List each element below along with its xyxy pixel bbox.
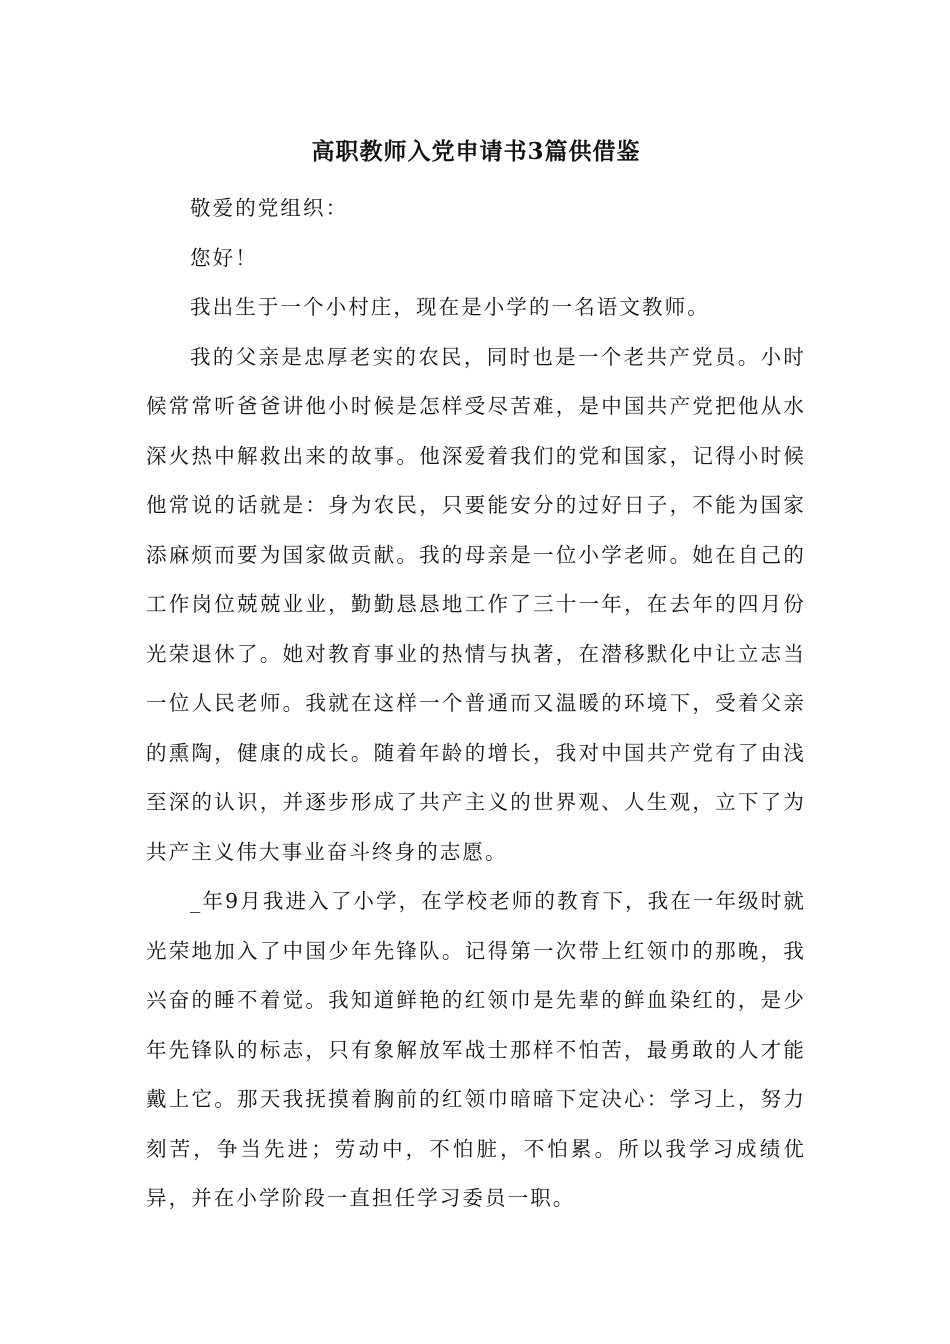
document-title: 高职教师入党申请书3篇供借鉴 [311, 138, 641, 165]
paragraph-school: _年9月我进入了小学，在学校老师的教育下，我在一年级时就光荣地加入了中国少年先锋队。记得第一次带上红领巾的那晚，我兴奋的睡不着觉。我知道鲜艳的红领巾是先辈的鲜血染红的，是少年先锋队的标志，只有象解放军战士那样不怕苦，最勇敢的人才能戴上它。那天我抚摸着胸前的红领巾暗暗下定决心：学习上，努力刻苦，争当先进；劳动中，不怕脏，不怕累。所以我学习成绩优异，并在小学阶段一直担任学习委员一职。 [146, 889, 806, 1210]
greeting: 您好！ [190, 245, 258, 270]
paragraph-family: 我的父亲是忠厚老实的农民，同时也是一个老共产党员。小时候常常听爸爸讲他小时候是怎样受尽苦难，是中国共产党把他从水深火热中解救出来的故事。他深爱着我们的党和国家，记得小时候他常说的话就是：身为农民，只要能安分的过好日子，不能为国家添麻烦而要为国家做贡献。我的母亲是一位小学老师。她在自己的工作岗位兢兢业业，勤勤恳恳地工作了三十一年，在去年的四月份光荣退休了。她对教育事业的热情与执著，在潜移默化中让立志当一位人民老师。我就在这样一个普通而又温暖的环境下，受着父亲的熏陶，健康的成长。随着年龄的增长，我对中国共产党有了由浅至深的认识，并逐步形成了共产主义的世界观、人生观，立下了为共产主义伟大事业奋斗终身的志愿。 [146, 344, 806, 864]
salutation: 敬爱的党组织： [190, 196, 349, 220]
document-page [146, 132, 806, 1224]
paragraph-intro: 我出生于一个小村庄，现在是小学的一名语文教师。 [190, 295, 710, 319]
